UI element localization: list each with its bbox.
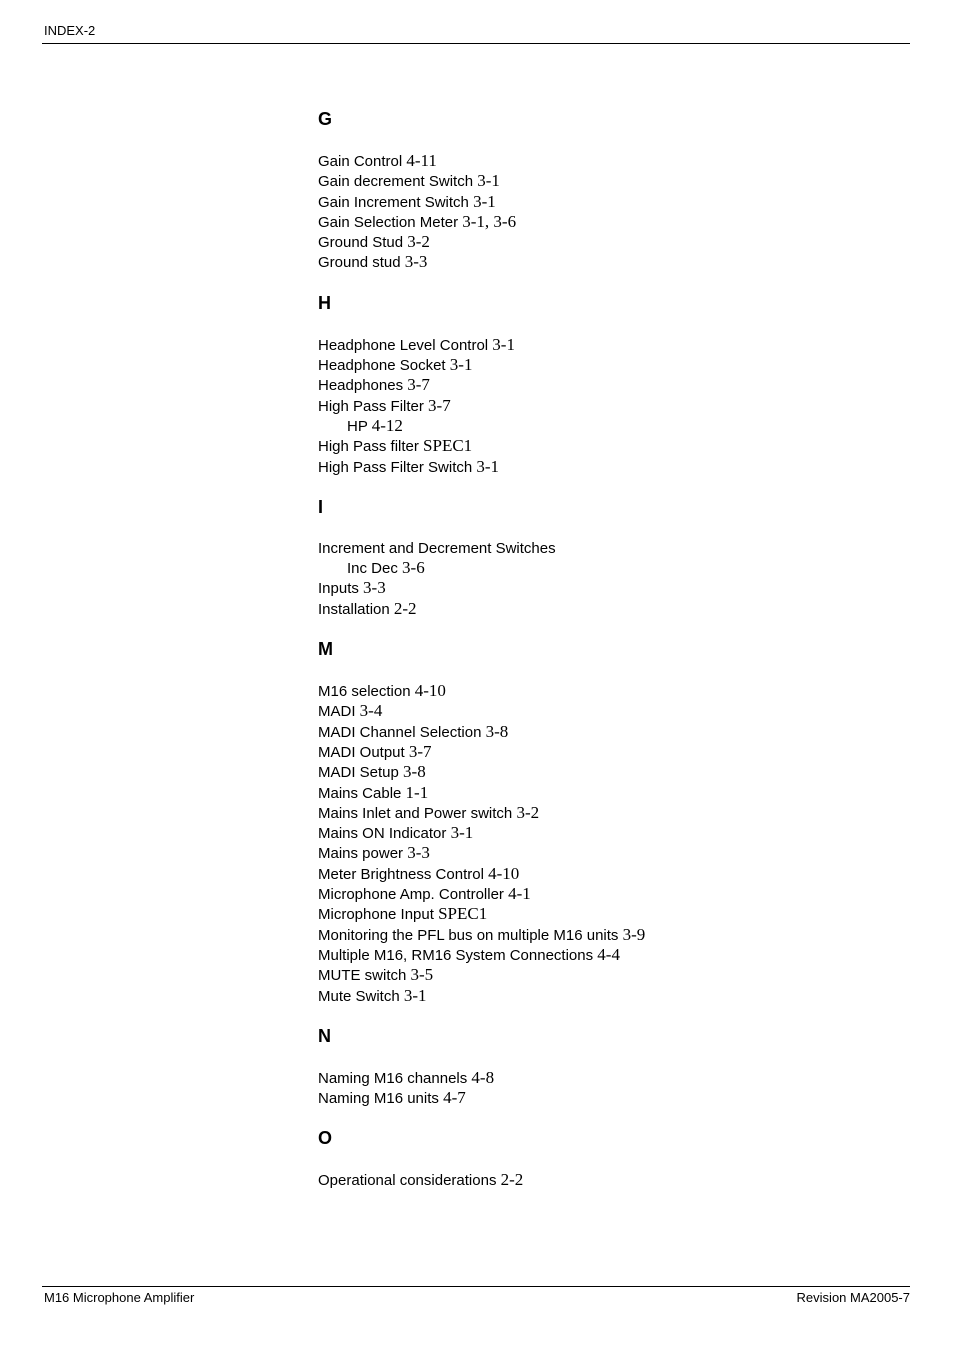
index-entry [318,925,918,945]
entry-term: MADI Setup [318,764,399,782]
index-entry [318,884,918,904]
index-entry [318,965,918,985]
entry-term: M16 selection [318,683,411,701]
entry-term: Gain Selection Meter [318,213,459,231]
entry-term: Gain Control [318,153,403,170]
index-entry [318,762,918,782]
entry-term: Naming M16 units [318,1090,439,1108]
index-entry [318,151,918,171]
section-letter: H [318,292,331,313]
index-section-m [318,638,918,1006]
entry-page-ref: 4-7 [443,1088,466,1108]
index-section-g [318,108,918,273]
entry-page-ref: 3-8 [485,721,509,741]
index-entry [318,212,918,232]
entry-page-ref: 4-12 [371,415,403,435]
index-entry [318,355,918,375]
entry-page-ref: 3-1, 3-6 [462,211,517,231]
entry-page-ref: 3-1 [476,456,500,476]
section-letter: G [318,109,333,129]
header-rule [42,43,910,44]
footer-document-title: M16 Microphone Amplifier [44,1290,195,1305]
entry-page-ref: 3-1 [449,355,473,375]
entry-page-ref: 3-1 [473,191,496,211]
entry-term: Operational considerations [318,1172,497,1190]
footer-revision: Revision MA2005-7 [796,1290,910,1305]
entry-page-ref: 3-7 [407,375,430,395]
index-entry [318,252,918,272]
entry-page-ref: 4-1 [508,884,531,904]
entry-page-ref: 2-2 [393,598,417,618]
index-entry [318,396,918,416]
index-entry [318,701,918,721]
entry-term: Increment and Decrement Switches [318,539,556,557]
index-entry [318,823,918,843]
entry-page-ref: 3-1 [403,985,427,1005]
section-letter: O [318,1128,333,1149]
entry-term: Ground stud [318,254,401,272]
entry-page-ref: 3-1 [477,171,500,191]
entry-term: Naming M16 channels [318,1069,468,1087]
entry-page-ref: 4-10 [414,681,446,701]
entry-term: High Pass filter [318,438,419,456]
entry-page-ref: 3-7 [408,741,432,761]
index-section-i [318,496,918,619]
index-list [318,108,918,1210]
index-entry [318,945,918,965]
entry-term: Microphone Input [318,906,434,924]
entry-term: Gain decrement Switch [318,173,474,191]
index-entry [318,803,918,823]
entry-page-ref: 3-8 [403,762,426,782]
entry-page-ref: 3-7 [428,395,451,415]
index-entry [318,904,918,924]
section-letter: M [318,639,333,660]
entry-term: Headphone Level Control [318,336,489,354]
index-entry [318,375,918,395]
entry-term: MADI [318,703,356,721]
entry-term: Mute Switch [318,987,400,1005]
index-entry [318,864,918,884]
entry-page-ref: 4-11 [406,151,437,170]
entry-page-ref: 3-3 [407,843,430,863]
entry-term: Headphone Socket [318,357,446,375]
index-entry [318,171,918,191]
entry-term: Installation [318,600,390,618]
index-entry [318,742,918,762]
entry-term: Mains power [318,845,404,863]
index-entry [318,539,918,558]
entry-term: Headphones [318,377,404,395]
entry-page-ref: 3-1 [492,334,515,354]
entry-term: Ground Stud [318,234,404,252]
entry-term: HP [347,417,368,435]
section-letter: N [318,1025,331,1046]
index-entry [318,599,918,619]
section-letter: I [318,496,324,517]
index-entry [318,578,918,598]
footer-rule [42,1286,910,1287]
entry-page-ref: 3-1 [450,823,474,843]
page-header-label: INDEX-2 [44,23,96,38]
entry-page-ref: 3-3 [404,252,428,272]
entry-term: Meter Brightness Control [318,865,484,883]
entry-page-ref: 4-10 [488,863,520,883]
index-entry [318,1170,918,1190]
entry-page-ref: SPEC1 [423,436,473,456]
entry-term: Microphone Amp. Controller [318,886,504,904]
entry-term: Monitoring the PFL bus on multiple M16 units [318,926,619,944]
entry-page-ref: 1-1 [405,782,429,802]
entry-term: MADI Output [318,743,405,761]
index-entry [318,457,918,477]
entry-term: High Pass Filter [318,397,424,415]
index-section-n [318,1025,918,1109]
entry-page-ref: 4-4 [597,944,620,964]
entry-page-ref: 3-6 [402,558,425,578]
entry-page-ref: 3-2 [516,802,540,822]
index-entry [318,722,918,742]
entry-page-ref: 2-2 [500,1170,524,1190]
entry-term: Mains Cable [318,784,402,802]
entry-term: Inputs [318,580,359,598]
index-entry [318,986,918,1006]
entry-term: Mains ON Indicator [318,825,447,843]
entry-term: Gain Increment Switch [318,193,469,211]
index-subentry [318,416,918,436]
entry-page-ref: 3-5 [410,965,434,985]
index-section-o [318,1127,918,1190]
entry-term: High Pass Filter Switch [318,458,473,476]
index-entry [318,232,918,252]
index-entry [318,843,918,863]
index-entry [318,681,918,701]
index-entry [318,436,918,456]
index-subentry [318,558,918,578]
entry-term: MUTE switch [318,967,407,985]
entry-page-ref: SPEC1 [438,904,488,924]
entry-term: Multiple M16, RM16 System Connections [318,946,594,964]
entry-page-ref: 3-2 [407,232,430,252]
entry-term: MADI Channel Selection [318,723,482,741]
entry-page-ref: 3-3 [363,578,386,598]
entry-page-ref: 3-4 [359,701,383,721]
index-entry [318,335,918,355]
index-entry [318,783,918,803]
entry-term: Inc Dec [347,560,398,578]
index-entry [318,192,918,212]
entry-page-ref: 3-9 [622,924,646,944]
index-section-h [318,292,918,477]
entry-page-ref: 4-8 [471,1067,495,1087]
index-entry [318,1068,918,1088]
entry-term: Mains Inlet and Power switch [318,804,513,822]
index-entry [318,1088,918,1108]
